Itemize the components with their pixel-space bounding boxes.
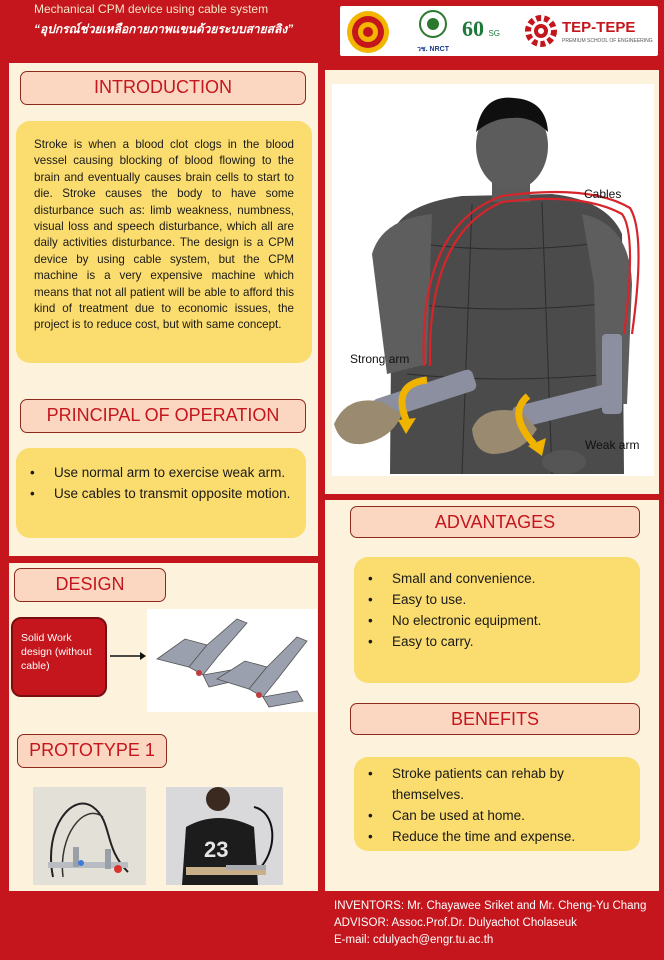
logo-bar (340, 6, 658, 56)
bullet: • (30, 486, 35, 501)
advantage-item (354, 589, 640, 610)
principal-list (16, 462, 306, 504)
benefit-item-text: Can be used at home. (392, 808, 525, 823)
principal-item (16, 462, 306, 483)
arm-brace-render-icon (147, 609, 317, 712)
bullet: • (30, 465, 35, 480)
sixty-label: 60 (462, 16, 484, 41)
footer-credits (334, 898, 646, 949)
benefit-item (354, 826, 620, 847)
university-seal-logo (346, 10, 390, 54)
email-line: E-mail: cdulyach@engr.tu.ac.th (334, 934, 494, 946)
principal-item-text: Use cables to transmit opposite motion. (54, 486, 291, 501)
advantage-item-text: No electronic equipment. (392, 613, 542, 628)
prototype-photo-device (33, 787, 146, 885)
prototype-heading: PROTOTYPE 1 (17, 734, 167, 768)
benefit-item-text: Reduce the time and expense. (392, 829, 576, 844)
bullet: • (368, 829, 373, 844)
principal-item-text: Use normal arm to exercise weak arm. (54, 465, 286, 480)
sixty-year-logo (462, 16, 512, 46)
gear-icon (524, 14, 558, 48)
cpm-figure (332, 84, 654, 476)
bullet: • (368, 766, 373, 781)
mannequin-illustration-icon (332, 84, 654, 476)
solidwork-design-image (147, 609, 317, 712)
device-photo-icon (33, 787, 146, 885)
introduction-heading: INTRODUCTION (20, 71, 306, 105)
tep-logo-text: TEP-TEPE (562, 19, 636, 36)
poster-subtitle-thai: “อุปกรณ์ช่วยเหลือกายภาพแขนด้วยระบบสายสลิง” (34, 22, 294, 36)
advantage-item-text: Easy to use. (392, 592, 467, 607)
bullet: • (368, 808, 373, 823)
advantages-list (354, 568, 640, 652)
design-caption-box: Solid Work design (without cable) (11, 617, 107, 697)
benefit-item (354, 805, 620, 826)
advantage-item-text: Easy to carry. (392, 634, 474, 649)
design-heading: DESIGN (14, 568, 166, 602)
benefit-item-text: Stroke patients can rehab by themselves. (392, 766, 564, 802)
tep-logo-subtitle: PREMIUM SCHOOL OF ENGINEERING (562, 38, 653, 44)
cables-label: Cables (584, 187, 622, 201)
nrct-logo (416, 9, 450, 53)
benefits-list (354, 763, 640, 847)
advisor-line: ADVISOR: Assoc.Prof.Dr. Dulyachot Cholaseuk (334, 917, 577, 929)
principal-heading: PRINCIPAL OF OPERATION (20, 399, 306, 433)
nrct-label: วช. NRCT (416, 46, 449, 53)
inventors-line: INVENTORS: Mr. Chayawee Sriket and Mr. Cheng-Yu Chang (334, 900, 647, 912)
svg-text:23: 23 (204, 837, 229, 862)
benefits-heading: BENEFITS (350, 703, 640, 735)
weak-arm-label: Weak arm (585, 438, 640, 452)
advantage-item (354, 568, 640, 589)
arrow-right-icon (110, 650, 146, 662)
advantage-item-text: Small and convenience. (392, 571, 536, 586)
bullet: • (368, 571, 373, 586)
benefit-item (354, 763, 620, 805)
prototype-photo-wearing (166, 787, 283, 885)
bullet: • (368, 634, 373, 649)
person-photo-icon (166, 787, 283, 885)
sixty-suffix: SG (488, 29, 501, 38)
advantage-item (354, 631, 640, 652)
nrct-emblem-icon (416, 9, 450, 39)
principal-item (16, 483, 306, 504)
benefits-box (354, 757, 640, 851)
advantages-box (354, 557, 640, 683)
advantage-item (354, 610, 640, 631)
introduction-text: Stroke is when a blood clot clogs in the blood vessel causing blocking of blood flowing to the brain and eventually causes brain cells to start to die. Stroke causes the body to have some disturbance such as: limb weakness, numbness, visual loss and speech disturbance, which all are daily activities disturbance. The design is a CPM device by using cable system, but the CPM machine is a very expensive machine which means that not all patient will be able to afford this kind of treatment due to economic issues, the project is to reduce cost, but with same concept. (16, 121, 312, 363)
poster-title: Mechanical CPM device using cable system (34, 2, 269, 16)
advantages-heading: ADVANTAGES (350, 506, 640, 538)
bullet: • (368, 592, 373, 607)
strong-arm-label: Strong arm (350, 352, 410, 366)
bullet: • (368, 613, 373, 628)
principal-box (16, 448, 306, 538)
